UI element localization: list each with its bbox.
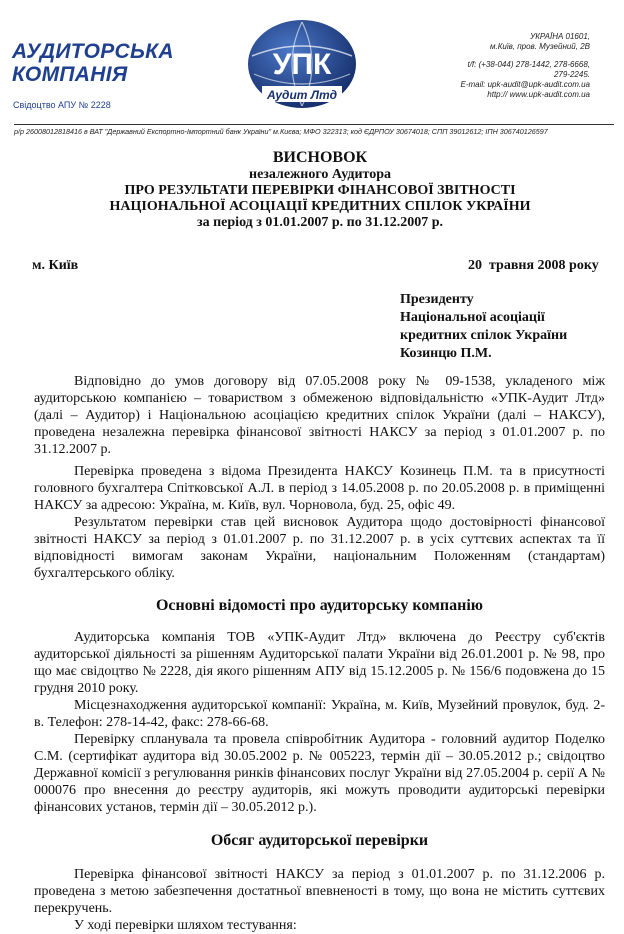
paragraph: У ході перевірки шляхом тестування: xyxy=(74,918,297,933)
certificate-number: Свідоцтво АПУ № 2228 xyxy=(13,100,111,110)
contact-phone: t/f: (+38-044) 278-1442, 278-6668, xyxy=(467,60,590,69)
paragraph: Перевірку спланувала та провела співробітник Аудитора - головний аудитор Поделко С.М. (сертифікат аудитора від 30.05.2002 р. № 005223, термін дії – 30.05.2012 р.; свідоцтво Державної комісії з регулювання ринків фінансових послуг України від 27.05.2004 р. серії А № 000076 про внесення до реєстру аудиторів, які можуть проводити аудиторські перевірки фінансових установ, термін дії – 30.05.2012 р.). xyxy=(34,732,605,815)
paragraph: Відповідно до умов договору від 07.05.2008 року № 09-1538, укладеного між аудиторською компанією – товариством з обмеженою відповідальністю «УПК-Аудит Лтд» (далі – Аудитор) і Національною асоціацією кредитних спілок України (далі – НАКСУ), проведена незалежна перевірка фінансової звітності НАКСУ за період з 01.01.2007 р. по 31.12.2007 р. xyxy=(34,374,605,457)
document-title xyxy=(40,148,600,231)
title-line3: ПРО РЕЗУЛЬТАТИ ПЕРЕВІРКИ ФІНАНСОВОЇ ЗВІТНОСТІ xyxy=(124,183,516,198)
letterhead xyxy=(0,0,624,140)
document-body xyxy=(34,373,605,934)
title-line5: за період з 01.01.2007 р. по 31.12.2007 р. xyxy=(196,215,444,230)
city: м. Київ xyxy=(32,258,79,273)
paragraph: Аудиторська компанія ТОВ «УПК-Аудит Лтд» включена до Реєстру суб'єктів аудиторської діяльності за рішенням Аудиторської палати України від 26.01.2001 р. № 98, про що має свідоцтво № 2228, дія якого рішенням АПУ від 15.12.2005 р. № 156/6 подовжена до 15 грудня 2010 року. xyxy=(34,630,605,696)
paragraph: Перевірка фінансової звітності НАКСУ за період з 01.01.2007 р. по 31.12.2006 р. проведена з метою забезпечення достатньої впевненості в тому, що вона не містить суттєвих перекручень. xyxy=(34,867,605,916)
paragraph: Перевірка проведена з відома Президента НАКСУ Козинець П.М. та в присутності головного бухгалтера Спітковської А.Л. в період з 14.05.2008 р. по 20.05.2008 р. в приміщенні НАКСУ за адресою: Україна, м. Київ, вул. Чорновола, буд. 25, офіс 49. xyxy=(34,464,605,513)
addressee-line4: Козинцю П.М. xyxy=(400,346,492,361)
bank-details: р/р 26008012818416 в ВАТ "Державний Експортно-Імпортний банк України" м.Києва; МФО 322313; код ЄДРПОУ 30674018; СПП 39012612; ІПН 306740126597 xyxy=(14,124,614,136)
addressee xyxy=(400,291,567,363)
company-name-line1: АУДИТОРСЬКА xyxy=(12,40,174,63)
contact-info xyxy=(390,32,590,100)
section-heading: Основні відомості про аудиторську компанію xyxy=(155,597,484,614)
section-heading: Обсяг аудиторської перевірки xyxy=(210,832,429,849)
paragraph: Результатом перевірки став цей висновок Аудитора щодо достовірності фінансової звітності НАКСУ за період з 01.01.2007 р. по 31.12.2007 р. в усіх суттєвих аспектах та її відповідності вимогам законам України, національним Положенням (стандартам) бухгалтерського обліку. xyxy=(34,515,605,581)
title-line1: ВИСНОВОК xyxy=(272,149,368,166)
company-name xyxy=(12,40,212,86)
addressee-line1: Президенту xyxy=(400,292,474,307)
title-line2: незалежного Аудитора xyxy=(249,167,391,182)
contact-email: E-mail: upk-audit@upk-audit.com.ua xyxy=(460,80,590,89)
addressee-line3: кредитних спілок України xyxy=(400,328,568,343)
paragraph: Місцезнаходження аудиторської компанії: Україна, м. Київ, Музейний провулок, буд. 2-в. Телефон: 278-14-42, факс: 278-66-68. xyxy=(34,698,605,730)
company-name-line2: КОМПАНІЯ xyxy=(12,63,128,86)
contact-phone2: 279-2245. xyxy=(553,70,590,79)
contact-street: м.Київ, пров. Музейний, 2В xyxy=(489,42,590,51)
contact-web: http:// www.upk-audit.com.ua xyxy=(487,90,590,99)
company-logo xyxy=(242,16,362,112)
document-date: 20 травня 2008 року xyxy=(468,258,599,273)
logo-text: УПК xyxy=(272,48,332,81)
logo-subtext: Аудит Лтд xyxy=(267,88,337,102)
addressee-line2: Національної асоціації xyxy=(400,310,545,325)
contact-country: УКРАЇНА 01601, xyxy=(530,32,590,41)
title-line4: НАЦІОНАЛЬНОЇ АСОЦІАЦІЇ КРЕДИТНИХ СПІЛОК УКРАЇНИ xyxy=(109,199,531,214)
